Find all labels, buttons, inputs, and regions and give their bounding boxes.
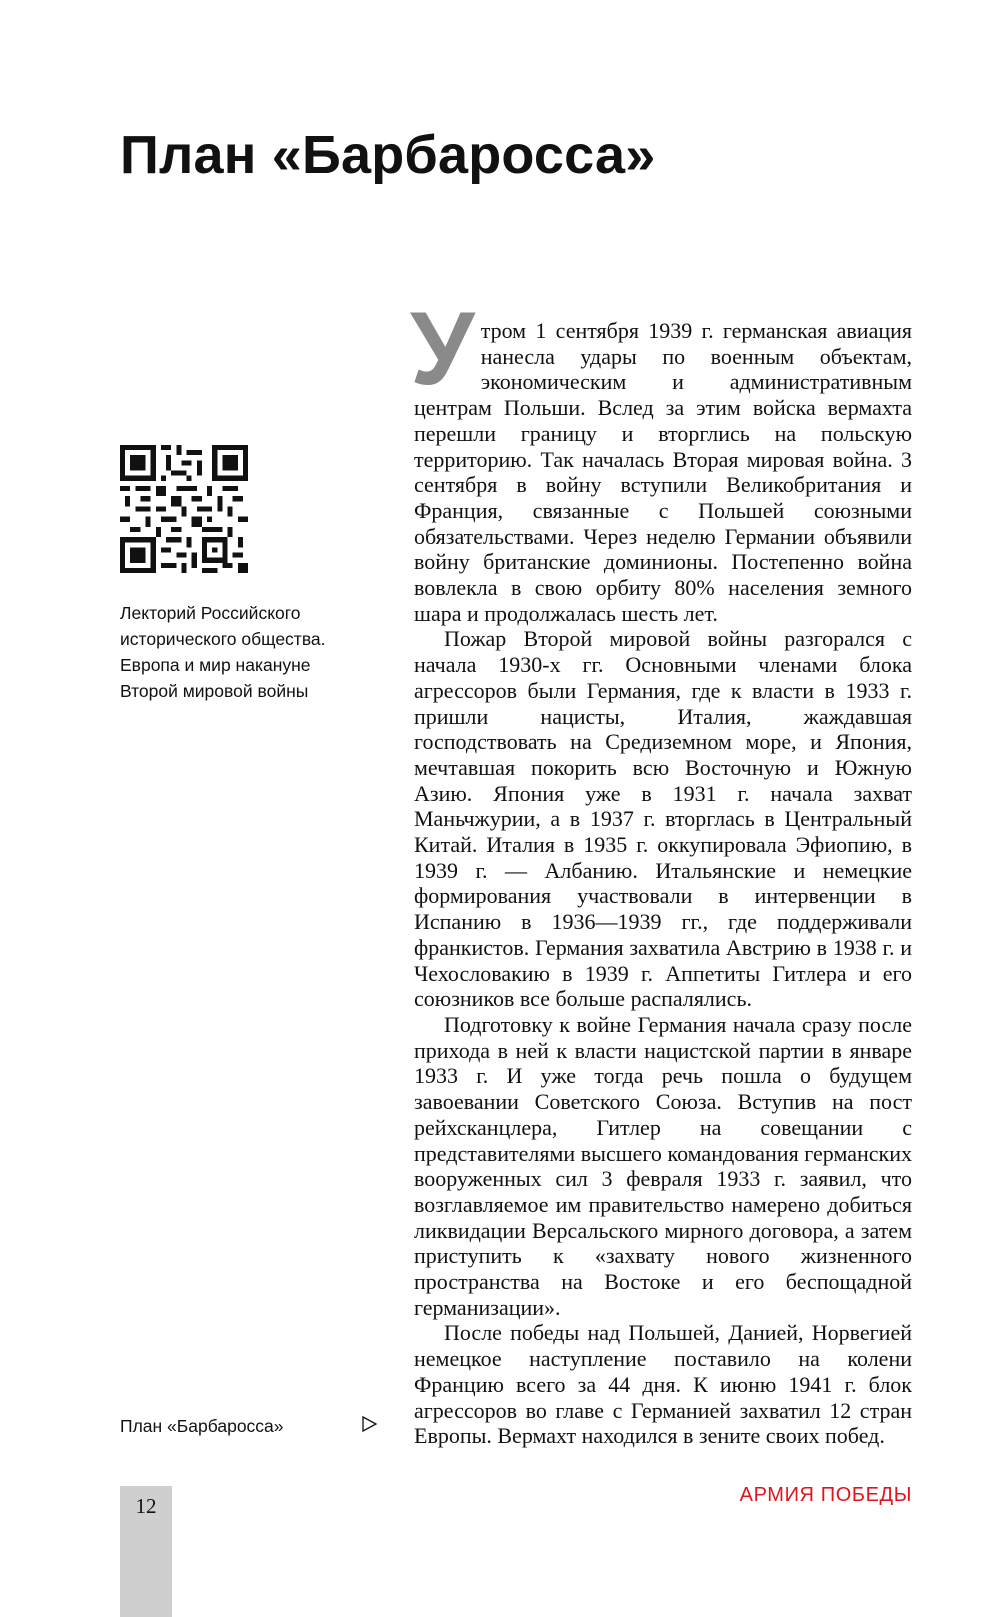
qr-code-icon[interactable] bbox=[120, 445, 248, 573]
paragraph-text: тром 1 сентября 1939 г. германская авиация нанесла удары по военным объектам, экономическим и административным центрам Польши. Вслед за этим войска вермахта перешли границу и вторглись на польскую территорию. Так началась Вторая мировая война. 3 сентября в войну вступили Великобритания и Франция, связанные с Польшей союзными обязательствами. Через неделю Германии объявили войну британские доминионы. Постепенно война вовлекла в свою орбиту 80% населения земного шара и продолжалась шесть лет. bbox=[414, 318, 912, 626]
article-body bbox=[410, 291, 912, 1449]
paragraph bbox=[410, 291, 912, 626]
play-triangle-icon[interactable] bbox=[360, 1415, 378, 1433]
paragraph: Пожар Второй мировой войны разгорался с начала 1930-х гг. Основными членами блока агрессоров были Германия, где к власти в 1933 г. пришли нацисты, Италия, жаждавшая господствовать на Средиземном море, и Япония, мечтавшая покорить всю Восточную и Южную Азию. Япония уже в 1931 г. начала захват Маньчжурии, а в 1937 г. вторглась в Центральный Китай. Италия в 1935 г. оккупировала Эфиопию, в 1939 г. — Албанию. Итальянские и немецкие формирования участвовали в интервенции в Испанию в 1936—1939 гг., где поддерживали франкистов. Германия захватила Австрию в 1938 г. и Чехословакию в 1939 г. Аппетиты Гитлера и его союзников все больше распалялись. bbox=[414, 626, 912, 1012]
drop-cap: У bbox=[410, 291, 475, 407]
caption-line: исторического общества. bbox=[120, 629, 326, 649]
caption-line: Европа и мир накануне bbox=[120, 655, 311, 675]
lecture-caption bbox=[120, 600, 380, 704]
page-title: План «Барбаросса» bbox=[120, 125, 656, 185]
caption-line: Второй мировой войны bbox=[120, 681, 309, 701]
caption-line: Лекторий Российского bbox=[120, 603, 301, 623]
paragraph: После победы над Польшей, Данией, Норвегией немецкое наступление поставило на колени Францию всего за 44 дня. К июню 1941 г. блок агрессоров во главе с Германией захватил 12 стран Европы. Вермахт находился в зените своих побед. bbox=[414, 1320, 912, 1449]
running-head: АРМИЯ ПОБЕДЫ bbox=[739, 1484, 912, 1506]
video-link-label[interactable]: План «Барбаросса» bbox=[120, 1416, 284, 1436]
page-number: 12 bbox=[135, 1494, 157, 1518]
paragraph: Подготовку к войне Германия начала сразу после прихода в ней к власти нацистской партии в январе 1933 г. И уже тогда речь пошла о будущем завоевании Советского Союза. Вступив на пост рейхсканцлера, Гитлер на совещании с представителями высшего командования германских вооруженных сил 3 февраля 1933 г. заявил, что возглавляемое им правительство намерено добиться ликвидации Версальского мирного договора, а затем приступить к «захвату нового жизненного пространства на Востоке и его беспощадной германизации». bbox=[414, 1011, 912, 1320]
